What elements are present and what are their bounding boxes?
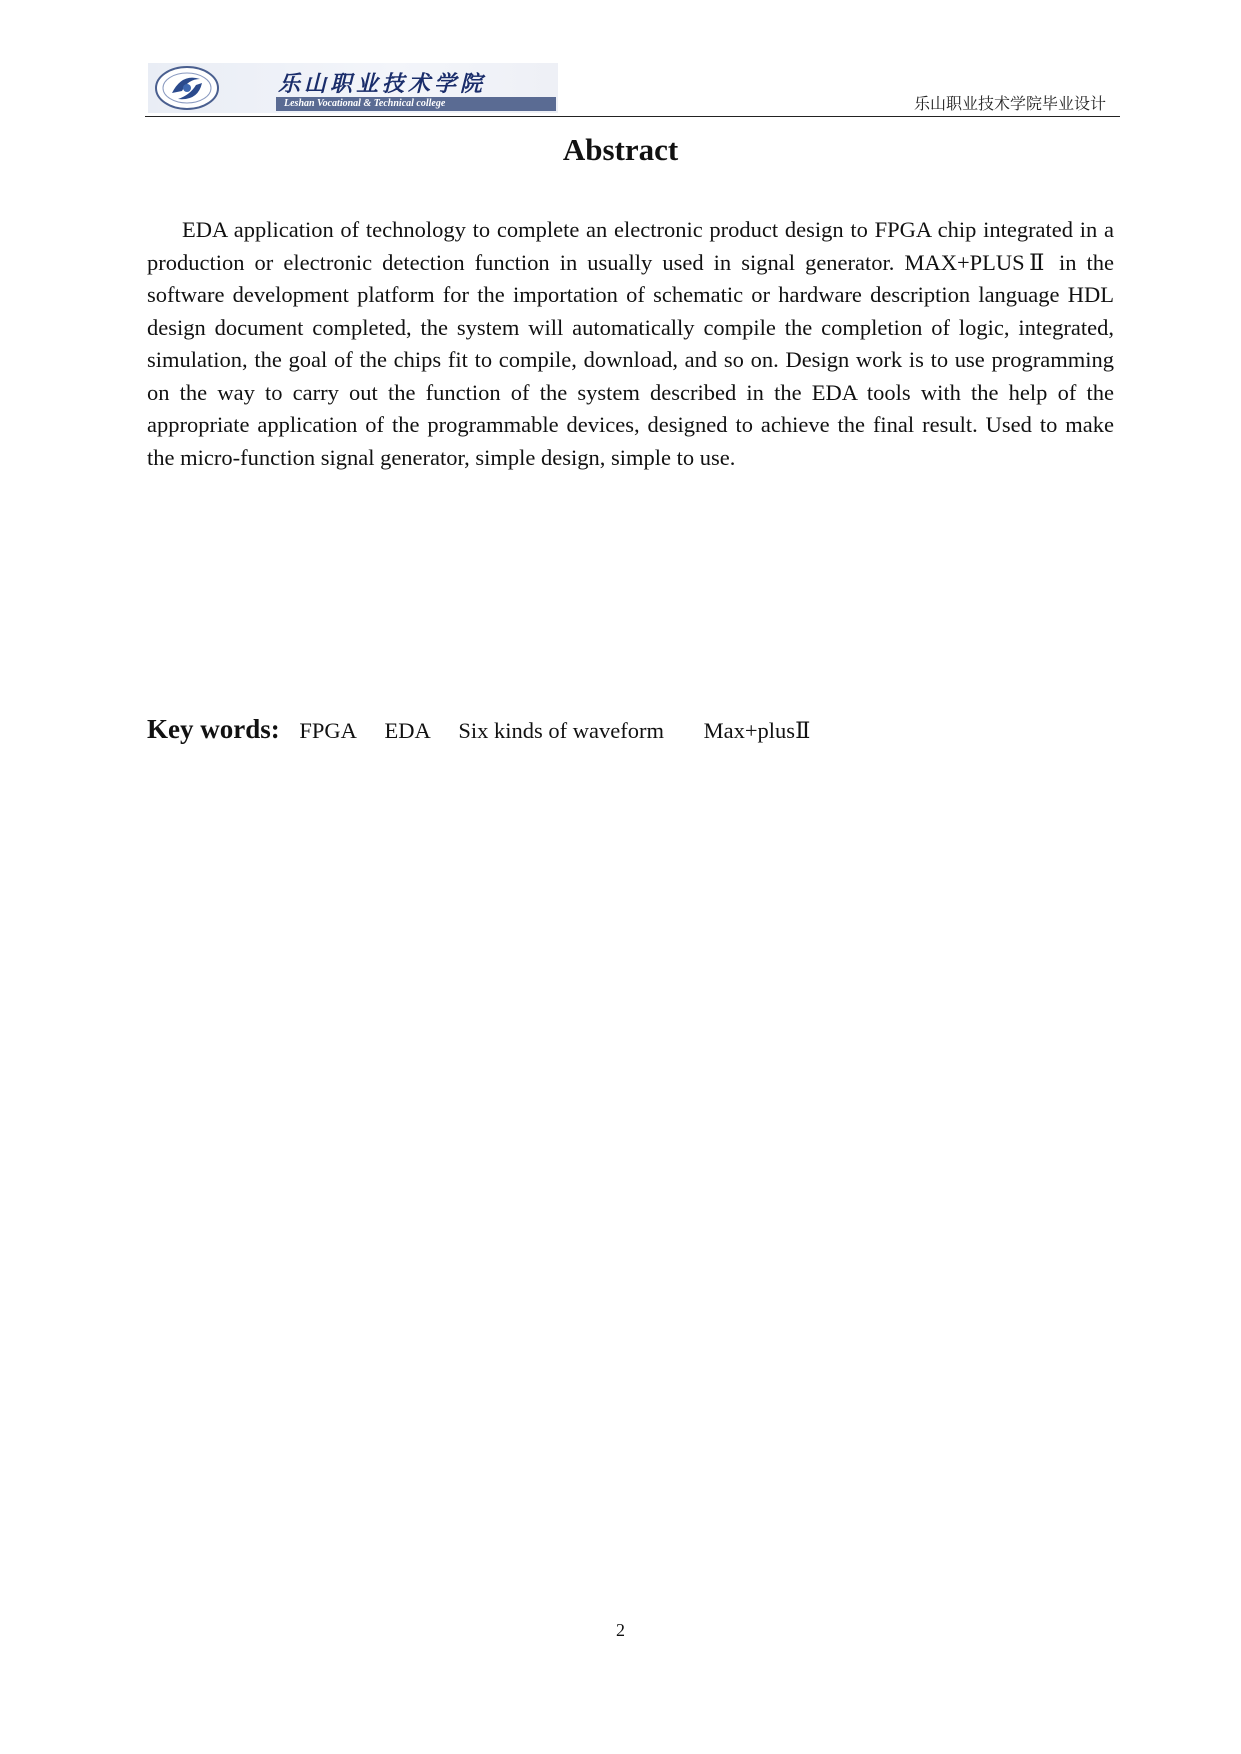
logo-chinese-name: 乐山职业技术学院	[278, 71, 487, 97]
page-number: 2	[616, 1620, 625, 1640]
page-header	[145, 60, 1120, 117]
college-emblem-icon	[152, 65, 222, 111]
keywords-line	[147, 714, 832, 745]
keyword-term: Max+plusⅡ	[703, 718, 811, 743]
keyword-term: Six kinds of waveform	[458, 718, 664, 743]
abstract-body: EDA application of technology to complete an electronic product design to FPGA chip integrated in a production or electronic detection function in usually used in signal generator. MAX+PLUSⅡ in the software development platform for the importation of schematic or hardware description language HDL design document completed, the system will automatically compile the completion of logic, integrated, simulation, the goal of the chips fit to compile, download, and so on. Design work is to use programming on the way to carry out the function of the system described in the EDA tools with the help of the appropriate application of the programmable devices, designed to achieve the final result. Used to make the micro-function signal generator, simple design, simple to use.	[147, 217, 1114, 470]
college-logo	[148, 63, 558, 113]
keywords-label: Key words:	[147, 714, 280, 744]
abstract-title: Abstract	[562, 132, 679, 167]
keyword-term: EDA	[384, 718, 431, 743]
header-document-label: 乐山职业技术学院毕业设计	[913, 94, 1106, 113]
logo-english-name: Leshan Vocational & Technical college	[276, 97, 556, 111]
keyword-term: FPGA	[299, 718, 357, 743]
